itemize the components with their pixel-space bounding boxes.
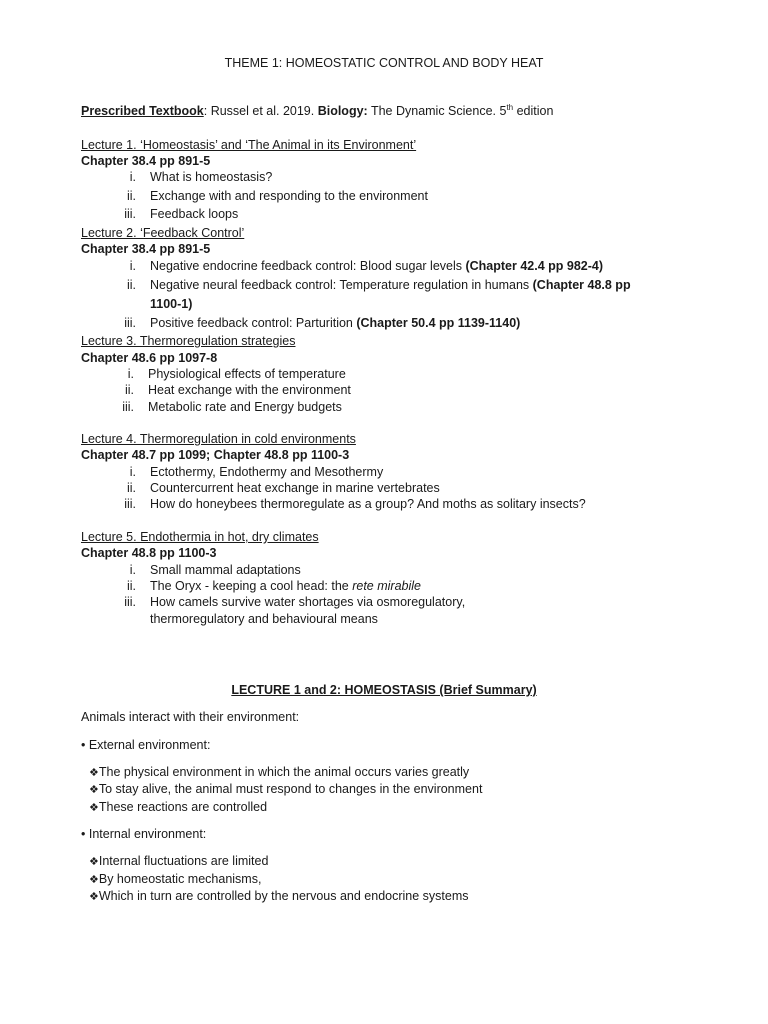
- internal-environment-label: • Internal environment:: [81, 827, 207, 841]
- diamond-bullet-icon: ❖: [89, 767, 99, 779]
- textbook-label: Prescribed Textbook: [81, 104, 204, 118]
- lecture-4-heading: Lecture 4. Thermoregulation in cold environments: [81, 432, 356, 446]
- list-item-number: iii.: [124, 497, 136, 511]
- lecture-3-chapter: Chapter 48.6 pp 1097-8: [81, 351, 218, 365]
- list-item-number: i.: [129, 259, 136, 273]
- list-item: What is homeostasis?: [150, 170, 273, 184]
- list-item-number: iii.: [124, 595, 136, 609]
- list-item: Small mammal adaptations: [150, 563, 301, 577]
- textbook-title-rest: The Dynamic Science. 5: [367, 104, 507, 118]
- lecture-4-chapter: Chapter 48.7 pp 1099; Chapter 48.8 pp 1100-3: [81, 448, 350, 462]
- diamond-bullet-icon: ❖: [89, 891, 99, 903]
- textbook-colon: :: [203, 104, 208, 118]
- textbook-edition-sup: th: [506, 102, 514, 112]
- list-item: Negative neural feedback control: Temperature regulation in humans (Chapter 48.8 pp: [150, 278, 631, 292]
- external-environment-label: • External environment:: [81, 738, 211, 752]
- list-item-number: ii.: [124, 383, 134, 397]
- lecture-3-heading: Lecture 3. Thermoregulation strategies: [81, 334, 296, 348]
- textbook-authors: Russel et al. 2019.: [207, 104, 318, 118]
- diamond-bullet-icon: ❖: [89, 784, 99, 796]
- list-item-number: i.: [127, 367, 134, 381]
- list-item: How do honeybees thermoregulate as a group? And moths as solitary insects?: [150, 497, 586, 511]
- diamond-bullet-icon: ❖: [89, 856, 99, 868]
- diamond-bullet-icon: ❖: [89, 874, 99, 886]
- list-item: ❖Which in turn are controlled by the nervous and endocrine systems: [89, 889, 469, 903]
- summary-heading: LECTURE 1 and 2: HOMEOSTASIS (Brief Summary): [231, 683, 537, 697]
- list-item: ❖The physical environment in which the animal occurs varies greatly: [89, 765, 470, 779]
- list-item: Ectothermy, Endothermy and Mesothermy: [150, 465, 384, 479]
- theme-title: THEME 1: HOMEOSTATIC CONTROL AND BODY HEAT: [224, 56, 544, 70]
- lecture-1-chapter: Chapter 38.4 pp 891-5: [81, 154, 211, 168]
- list-item: Exchange with and responding to the environment: [150, 189, 428, 203]
- list-item: Metabolic rate and Energy budgets: [148, 400, 342, 414]
- list-item: Negative endocrine feedback control: Blood sugar levels (Chapter 42.4 pp 982-4): [150, 259, 604, 273]
- lecture-1-heading: Lecture 1. ‘Homeostasis’ and ‘The Animal in its Environment’: [81, 138, 417, 152]
- list-item: Heat exchange with the environment: [148, 383, 351, 397]
- list-item: Countercurrent heat exchange in marine vertebrates: [150, 481, 440, 495]
- list-item: Physiological effects of temperature: [148, 367, 346, 381]
- lecture-2-heading: Lecture 2. ‘Feedback Control’: [81, 226, 245, 240]
- textbook-edition: edition: [513, 104, 554, 118]
- list-item: How camels survive water shortages via osmoregulatory,: [150, 595, 466, 609]
- list-item-number: i.: [129, 170, 136, 184]
- list-item-number: i.: [129, 465, 136, 479]
- list-item-number: ii.: [126, 189, 136, 203]
- list-item: ❖To stay alive, the animal must respond to changes in the environment: [89, 782, 483, 796]
- diamond-bullet-icon: ❖: [89, 802, 99, 814]
- list-item-continuation: thermoregulatory and behavioural means: [150, 612, 378, 626]
- list-item-number: iii.: [124, 207, 136, 221]
- list-item: ❖These reactions are controlled: [89, 800, 268, 814]
- list-item: ❖Internal fluctuations are limited: [89, 854, 269, 868]
- list-item-number: i.: [129, 563, 136, 577]
- list-item-number: ii.: [126, 579, 136, 593]
- list-item-continuation: 1100-1): [150, 297, 193, 311]
- list-item-number: ii.: [126, 278, 136, 292]
- textbook-title-bold: Biology:: [317, 104, 368, 118]
- list-item: Positive feedback control: Parturition (Chapter 50.4 pp 1139-1140): [150, 316, 521, 330]
- lecture-2-chapter: Chapter 38.4 pp 891-5: [81, 242, 211, 256]
- list-item: ❖By homeostatic mechanisms,: [89, 872, 262, 886]
- list-item: The Oryx - keeping a cool head: the rete mirabile: [150, 579, 421, 593]
- prescribed-textbook-line: [81, 104, 553, 118]
- list-item-number: iii.: [124, 316, 136, 330]
- list-item-number: ii.: [126, 481, 136, 495]
- lecture-5-heading: Lecture 5. Endothermia in hot, dry climates: [81, 530, 319, 544]
- summary-intro: Animals interact with their environment:: [81, 710, 300, 724]
- list-item-number: iii.: [122, 400, 134, 414]
- lecture-5-chapter: Chapter 48.8 pp 1100-3: [81, 546, 217, 560]
- list-item: Feedback loops: [150, 207, 239, 221]
